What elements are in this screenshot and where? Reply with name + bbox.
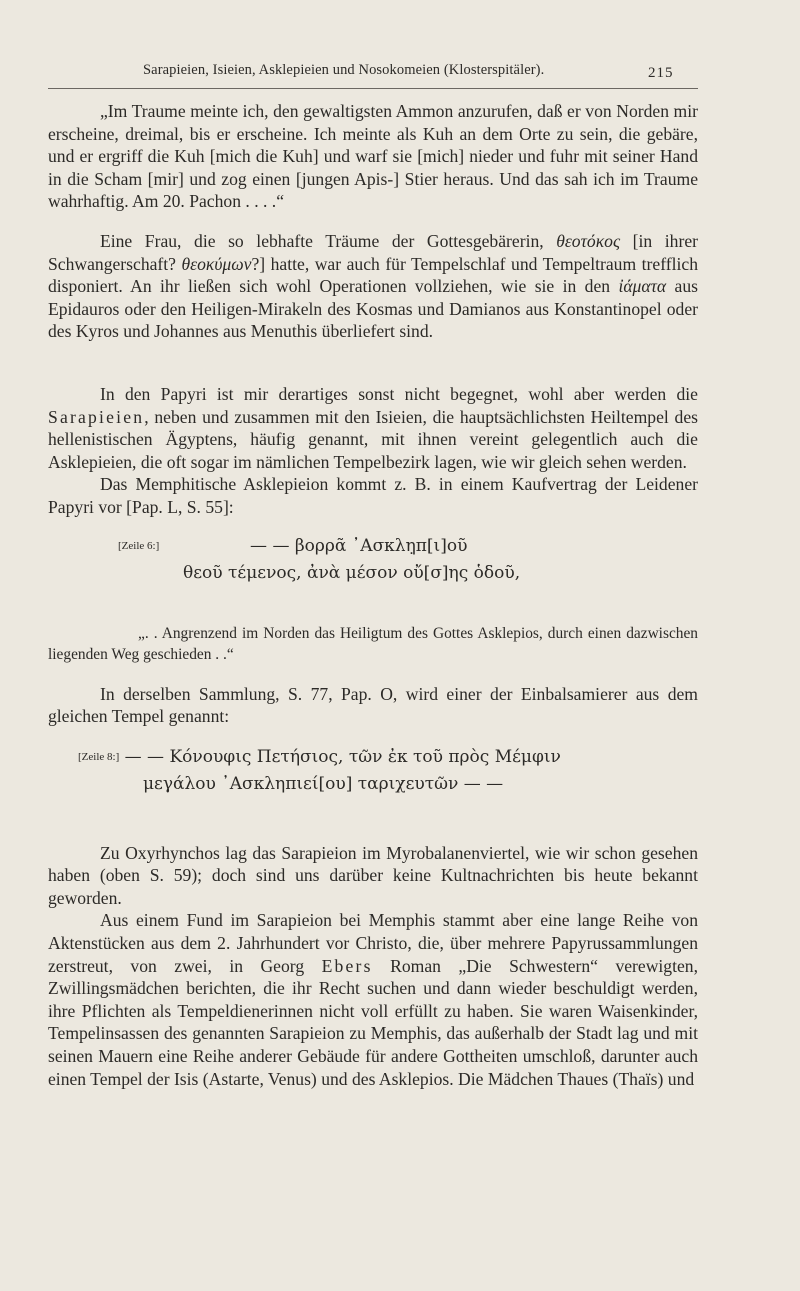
- greek-quotation-1: [48, 533, 698, 587]
- greek-text-line: μεγάλου ᾿Ασκληπιεί[ου] ταριχευτῶν — —: [143, 773, 504, 794]
- greek-quotation-2: [48, 744, 698, 798]
- paragraph-gottesgebaererin: Eine Frau, die so lebhafte Träume der Gottesgebärerin, θεοτόκος [in ihrer Schwangerschaft? θεοκύμων?] hatte, war auch für Tempelschlaf und Tempeltraum trefflich disponiert. An ihr ließen sich wohl Operationen vollziehen, wie sie in den ἰάματα aus Epidauros oder den Heiligen-Mirakeln des Kosmas und Damianos aus Konstantinopel oder des Kyros und Johannes aus Menuthis überliefert sind.: [48, 230, 698, 342]
- running-title: Sarapieien, Isieien, Asklepieien und Nosokomeien (Klosterspitäler).: [143, 62, 545, 78]
- translation-paragraph: „. . Angrenzend im Norden das Heiligtum des Gottes Asklepios, durch einen dazwischen liegenden Weg geschieden . .“: [48, 624, 698, 663]
- greek-text-line: — — βορρᾶ ᾿Ασκλη̣π[ι]οῦ: [250, 535, 468, 556]
- page-body: [48, 100, 698, 1090]
- greek-text-line: — — Κόνουφις Πετήσιος, τῶν ἐκ τοῦ πρὸς Μέμφιν: [124, 746, 561, 767]
- paragraph-memphis: Aus einem Fund im Sarapieion bei Memphis stammt aber eine lange Reihe von Aktenstücken aus dem 2. Jahrhundert vor Christo, die, über mehrere Papyrussammlungen zerstreut, von zwei, in Georg Ebers Roman „Die Schwestern“ verewigten, Zwillingsmädchen berichten, die ihr Recht suchen und dann wieder beschuldigt werden, ihre Pflichten als Tempeldienerinnen nicht voll erfüllt zu haben. Sie waren Waisenkinder, Tempelinsassen des genannten Sarapieion zu Memphis, das außerhalb der Stadt lag und mit seinen Mauern eine Reihe anderer Gebäude für andere Gottheiten umschloß, darunter auch einen Tempel der Isis (Astarte, Venus) und des Asklepios. Die Mädchen Thaues (Thaïs) und: [48, 910, 698, 1089]
- dream-quote-paragraph: „Im Traume meinte ich, den gewaltigsten Ammon anzurufen, daß er von Norden mir erscheine, dreimal, bis er erscheine. Ich meinte als Kuh an dem Orte zu sein, die gebäre, und er ergriff die Kuh [mich die Kuh] und warf sie [mich] nieder und fuhr mit seiner Hand in die Scham [mir] und zog einen [jungen Apis-] Stier heraus. Und das sah ich im Traume wahrhaftig. Am 20. Pachon . . . .“: [48, 101, 698, 212]
- greek-text-line: θεοῦ τέμενος, ἀνὰ μέσον οὔ[σ]ης ὁδοῦ,: [183, 562, 521, 583]
- line-reference: [Zeile 6:]: [118, 539, 160, 552]
- line-reference: [Zeile 8:]: [78, 750, 120, 763]
- paragraph-einbalsamierer: In derselben Sammlung, S. 77, Pap. O, wird einer der Einbalsamierer aus dem gleichen Tempel genannt:: [48, 683, 698, 727]
- emphasized-term: Sarapieien: [48, 406, 145, 427]
- header-rule: [48, 88, 698, 89]
- paragraph-papyri: In den Papyri ist mir derartiges sonst nicht begegnet, wohl aber werden die Sarapieien, neben und zusammen mit den Isieien, die hauptsächlichsten Heiltempel des hellenistischen Ägyptens, häufig genannt, mit ihnen vereint gelegentlich auch die Asklepieien, die oft sogar im nämlichen Tempelbezirk lagen, wie wir gleich sehen werden.: [48, 383, 698, 472]
- page-number: 215: [648, 65, 674, 81]
- greek-term: θεοτόκος: [556, 230, 621, 251]
- greek-term: θεοκύμων: [181, 253, 252, 274]
- paragraph-oxyrhynchos: Zu Oxyrhynchos lag das Sarapieion im Myrobalanenviertel, wie wir schon gesehen haben (oben S. 59); doch sind uns darüber keine Kultnachrichten bis heute bekannt geworden.: [48, 842, 698, 908]
- paragraph-asklepieion: Das Memphitische Asklepieion kommt z. B. in einem Kaufvertrag der Leidener Papyri vor [Pap. L, S. 55]:: [48, 474, 698, 517]
- greek-term: ἰάματα: [618, 276, 667, 297]
- emphasized-name: Ebers: [321, 955, 373, 976]
